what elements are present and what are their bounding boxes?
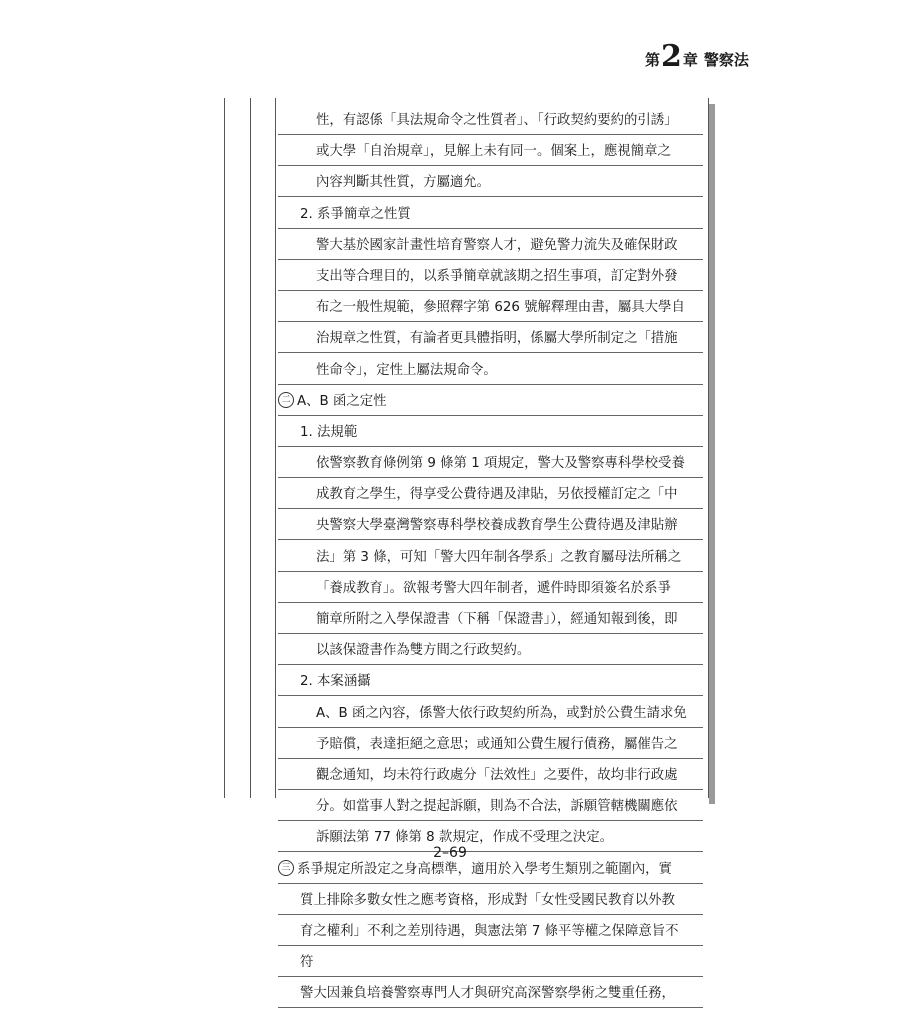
page-frame-shadow: [709, 104, 715, 804]
frame-rule-2: [275, 98, 276, 798]
line-text: 訴願法第 77 條第 8 款規定，作成不受理之決定。: [316, 830, 614, 846]
line-text: 符: [300, 955, 314, 971]
text-line: [278, 951, 703, 977]
text-line: [278, 109, 703, 135]
text-line: [278, 982, 703, 1008]
text-line: [278, 702, 703, 728]
line-text: 育之權利」不利之差別待遇，與憲法第 7 條平等權之保障意旨不: [300, 923, 679, 939]
line-text: 質上排除多數女性之應考資格，形成對「女性受國民教育以外教: [300, 892, 675, 908]
chapter-title: 警察法: [703, 50, 749, 69]
text-line: [278, 452, 703, 478]
answer-body: [278, 109, 703, 1013]
frame-rule-1: [250, 98, 251, 798]
text-line: [278, 733, 703, 759]
chapter-header: [645, 39, 749, 74]
text-line: [278, 764, 703, 790]
text-line: [278, 795, 703, 821]
text-line: [278, 296, 703, 322]
line-text: 成教育之學生，得享受公費待遇及津貼，另依授權訂定之「中: [316, 487, 678, 503]
text-line: [278, 577, 703, 603]
text-line: [278, 514, 703, 540]
line-text: 央警察大學臺灣警察專科學校養成教育學生公費待遇及津貼辦: [316, 518, 678, 534]
text-line: [278, 171, 703, 197]
line-text: 治規章之性質，有論者更具體指明，係屬大學所制定之「措施: [316, 331, 678, 347]
text-line: [278, 359, 703, 385]
chapter-prefix: 第: [645, 50, 661, 69]
line-text: A、B 函之定性: [297, 393, 387, 409]
text-line: [278, 421, 703, 447]
line-text: 分。如當事人對之提起訴願，則為不合法，訴願管轄機關應依: [316, 799, 678, 815]
text-line: [278, 203, 703, 229]
line-text: 簡章所附之入學保證書（下稱「保證書」），經通知報到後，即: [316, 612, 678, 627]
chapter-suffix: 章: [682, 50, 698, 69]
line-text: 性，有認係「具法規命令之性質者」、「行政契約要約的引誘」: [316, 113, 678, 128]
text-line: [278, 390, 703, 416]
line-text: 警大基於國家計畫性培育警察人才，避免警力流失及確保財政: [316, 237, 678, 253]
line-text: 系爭規定所設定之身高標準，適用於入學考生類別之範圍內，實: [297, 861, 672, 877]
text-line: [278, 920, 703, 946]
text-line: [278, 670, 703, 696]
text-line: [278, 483, 703, 509]
chapter-number: 2: [661, 39, 682, 74]
line-text: 性命令」，定性上屬法規命令。: [316, 362, 497, 378]
text-line: [278, 608, 703, 634]
line-text: 依警察教育條例第 9 條第 1 項規定，警大及警察專科學校受養: [316, 456, 685, 472]
page-number: 2–69: [433, 845, 467, 861]
text-line: [278, 140, 703, 166]
line-text: 1. 法規範: [300, 424, 358, 440]
line-text: A、B 函之內容，係警大依行政契約所為，或對於公費生請求免: [316, 705, 687, 721]
line-text: 法」第 3 條，可知「警大四年制各學系」之教育屬母法所稱之: [316, 549, 682, 565]
text-line: [278, 234, 703, 260]
line-text: 2. 系爭簡章之性質: [300, 206, 411, 222]
line-text: 布之一般性規範，參照釋字第 626 號解釋理由書，屬具大學自: [316, 300, 685, 316]
text-line: [278, 265, 703, 291]
line-text: 警大因兼負培養警察專門人才與研究高深警察學術之雙重任務，: [300, 986, 675, 1002]
line-text: 觀念通知，均未符行政處分「法效性」之要件，故均非行政處: [316, 767, 678, 783]
line-text: 予賠償，表達拒絕之意思；或通知公費生履行債務，屬催告之: [316, 736, 678, 752]
text-line: [278, 858, 703, 884]
text-line: [278, 639, 703, 665]
line-text: 支出等合理目的，以系爭簡章就該期之招生事項，訂定對外發: [316, 268, 678, 284]
text-line: [278, 327, 703, 353]
text-line: [278, 546, 703, 572]
line-text: 內容判斷其性質，方屬適允。: [316, 175, 491, 191]
line-text: 「養成教育」。欲報考警大四年制者，遞件時即須簽名於系爭: [316, 580, 671, 596]
line-text: 2. 本案涵攝: [300, 674, 371, 690]
line-text: 以該保證書作為雙方間之行政契約。: [316, 643, 531, 659]
section-marker: 三: [278, 860, 294, 876]
text-line: [278, 889, 703, 915]
section-marker: 二: [278, 392, 294, 408]
line-text: 或大學「自治規章」，見解上未有同一。個案上，應視簡章之: [316, 144, 671, 160]
